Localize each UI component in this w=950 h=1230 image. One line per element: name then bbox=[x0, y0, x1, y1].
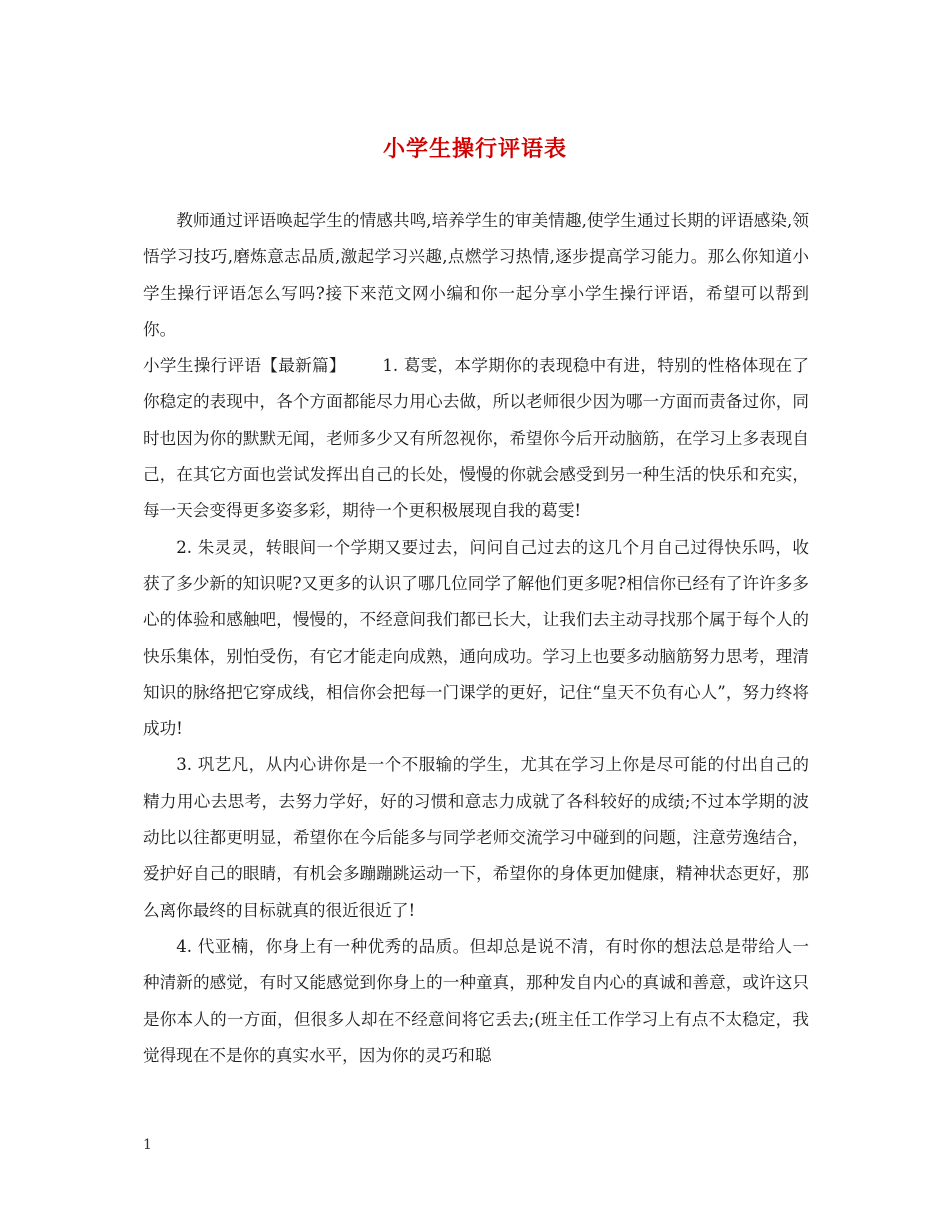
document-title: 小学生操行评语表 bbox=[382, 136, 567, 162]
item-1-paragraph bbox=[143, 348, 809, 529]
intro-paragraph: 教师通过评语唤起学生的情感共鸣,培养学生的审美情趣,使学生通过长期的评语感染,领悟学习技巧,磨炼意志品质,激起学习兴趣,点燃学习热情,逐步提高学习能力。那么你知道小学生操行评语怎么写吗?接下来范文网小编和你一起分享小学生操行评语，希望可以帮到你。 bbox=[143, 211, 809, 339]
item-4-paragraph: 4. 代亚楠，你身上有一种优秀的品质。但却总是说不清，有时你的想法总是带给人一种清新的感觉，有时又能感觉到你身上的一种童真，那种发自内心的真诚和善意，或许这只是你本人的一方面，但很多人却在不经意间将它丢去;(班主任工作学习上有点不太稳定，我觉得现在不是你的真实水平，因为你的灵巧和聪 bbox=[143, 936, 809, 1065]
page-number: 1 bbox=[143, 1137, 152, 1153]
section-heading: 小学生操行评语【最新篇】 bbox=[143, 356, 346, 376]
document-body bbox=[143, 203, 809, 1074]
item-3-paragraph: 3. 巩艺凡，从内心讲你是一个不服输的学生，尤其在学习上你是尽可能的付出自己的精力用心去思考，去努力学好，好的习惯和意志力成就了各科较好的成绩;不过本学期的波动比以往都更明显，希望你在今后能多与同学老师交流学习中碰到的问题，注意劳逸结合，爱护好自己的眼睛，有机会多蹦蹦跳运动一下，希望你的身体更加健康，精神状态更好，那么离你最终的目标就真的很近很近了! bbox=[143, 755, 809, 920]
item-2-paragraph: 2. 朱灵灵，转眼间一个学期又要过去，问问自己过去的这几个月自己过得快乐吗，收获了多少新的知识呢?又更多的认识了哪几位同学了解他们更多呢?相信你已经有了许许多多心的体验和感触吧，慢慢的，不经意间我们都已长大，让我们去主动寻找那个属于每个人的快乐集体，别怕受伤，有它才能走向成熟，通向成功。学习上也要多动脑筋努力思考，理清知识的脉络把它穿成线，相信你会把每一门课学的更好，记住“皇天不负有心人”，努力终将成功! bbox=[143, 537, 809, 739]
item-1-text: 1. 葛雯，本学期你的表现稳中有进，特别的性格体现在了你稳定的表现中，各个方面都能尽力用心去做，所以老师很少因为哪一方面而责备过你，同时也因为你的默默无闻，老师多少又有所忽视你，希望你今后开动脑筋，在学习上多表现自己，在其它方面也尝试发挥出自己的长处，慢慢的你就会感受到另一种生活的快乐和充实，每一天会变得更多姿多彩，期待一个更积极展现自我的葛雯! bbox=[143, 356, 810, 521]
